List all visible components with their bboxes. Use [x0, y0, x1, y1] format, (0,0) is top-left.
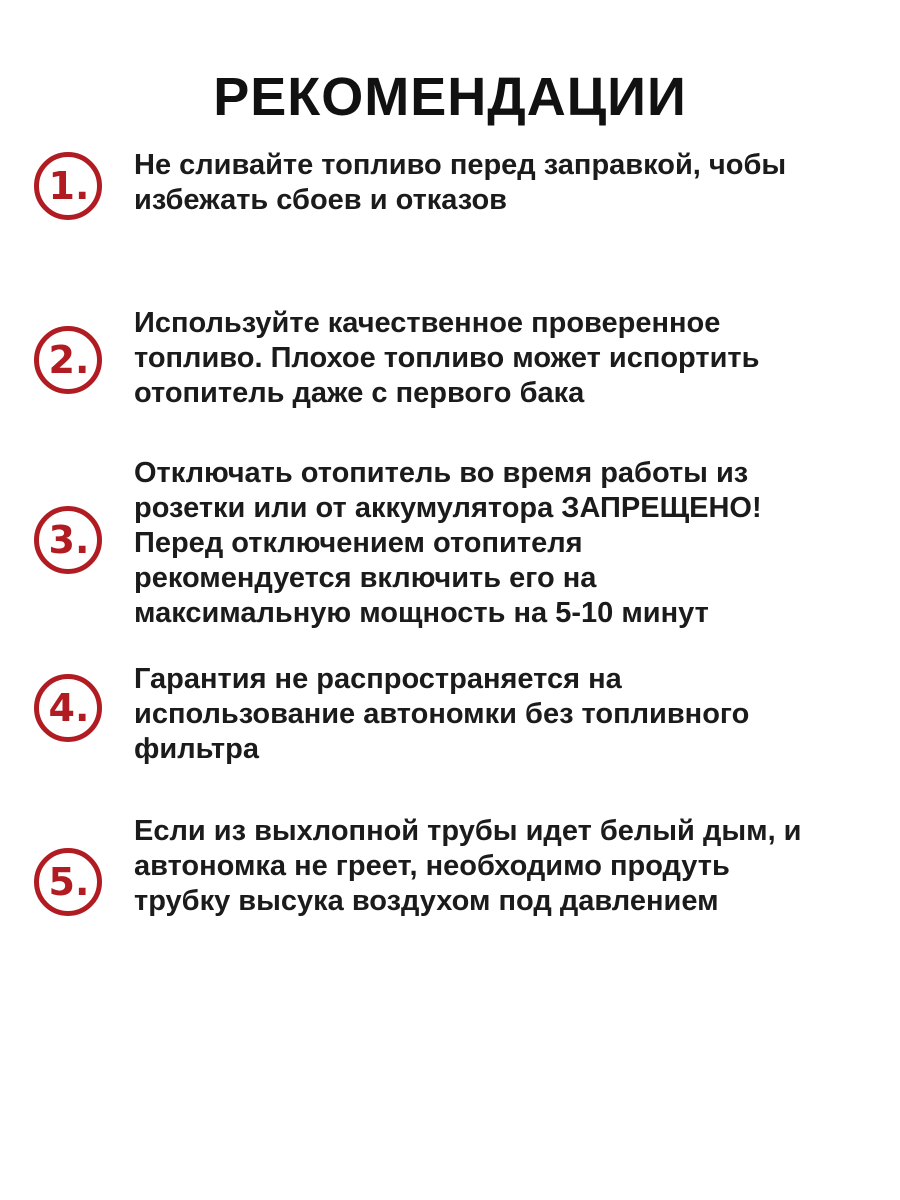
- badge-number: 1.: [48, 164, 90, 208]
- text-line: Используйте качественное проверенное: [134, 307, 721, 339]
- number-badge: [34, 674, 102, 742]
- badge-number: 4.: [48, 686, 90, 730]
- text-line: Если из выхлопной трубы идет белый дым, и: [134, 815, 802, 847]
- page-title: РЕКОМЕНДАЦИИ: [213, 67, 687, 127]
- text-line: Отключать отопитель во время работы из: [134, 457, 749, 489]
- text-line: трубку высука воздухом под давлением: [134, 885, 719, 917]
- number-badge: [34, 152, 102, 220]
- recommendation-text: [134, 306, 879, 411]
- badge-number: 2.: [48, 338, 90, 382]
- recommendation-text: [134, 148, 879, 218]
- text-line: фильтра: [134, 733, 259, 765]
- number-badge: [34, 848, 102, 916]
- badge-number: 3.: [48, 518, 90, 562]
- text-line: отопитель даже с первого бака: [134, 377, 585, 409]
- recommendation-text: [134, 456, 879, 631]
- text-line: Перед отключением отопителя: [134, 527, 583, 559]
- badge-number: 5.: [48, 860, 90, 904]
- text-line: рекомендуется включить его на: [134, 562, 597, 594]
- text-line: топливо. Плохое топливо может испортить: [134, 342, 760, 374]
- number-badge: [34, 326, 102, 394]
- text-line: избежать сбоев и отказов: [134, 184, 508, 216]
- recommendation-text: [134, 814, 879, 919]
- recommendation-text: [134, 662, 879, 767]
- text-line: Гарантия не распространяется на: [134, 663, 622, 695]
- number-badge: [34, 506, 102, 574]
- text-line: Не сливайте топливо перед заправкой, чобы: [134, 149, 787, 181]
- text-line: розетки или от аккумулятора ЗАПРЕЩЕНО!: [134, 492, 762, 524]
- text-line: использование автономки без топливного: [134, 698, 750, 730]
- text-line: автономка не греет, необходимо продуть: [134, 850, 730, 882]
- text-line: максимальную мощность на 5-10 минут: [134, 597, 709, 629]
